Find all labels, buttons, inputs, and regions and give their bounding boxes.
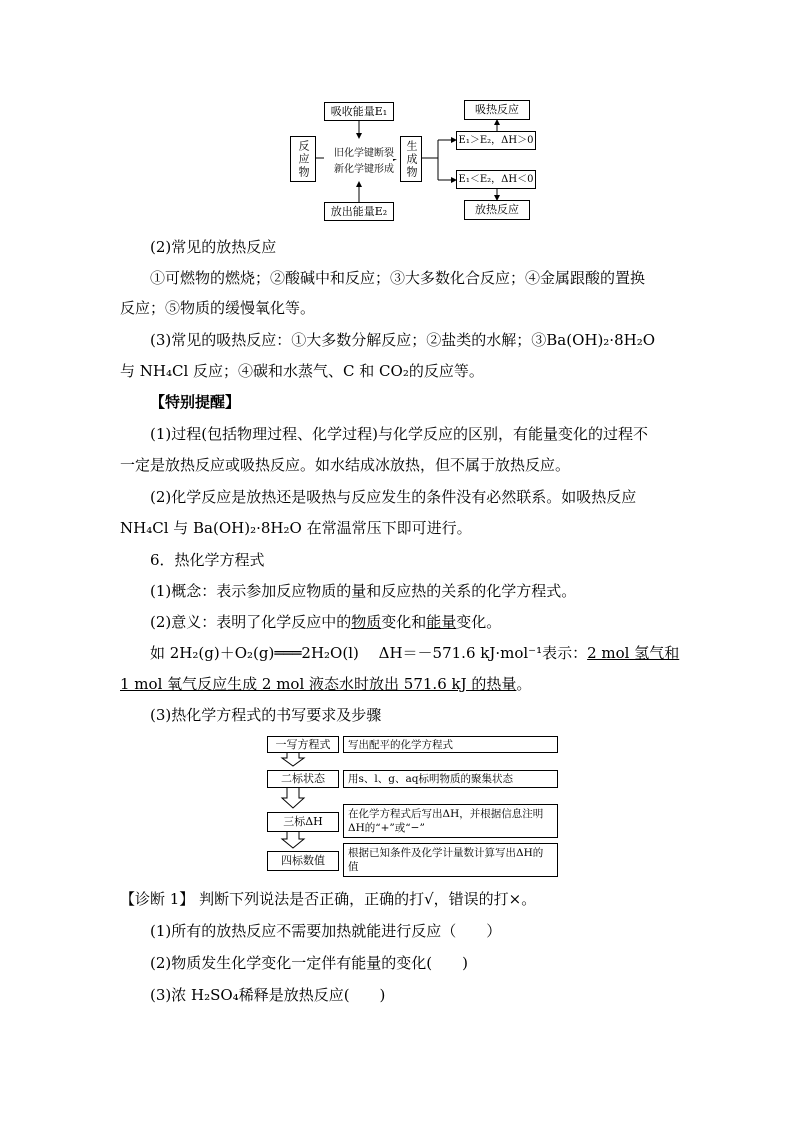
energy-diagram bbox=[288, 96, 548, 226]
diagnosis-title: 【诊断 1】 判断下列说法是否正确，正确的打√，错误的打×。 bbox=[120, 890, 537, 908]
bond-form-label: 新化学键形成 bbox=[334, 164, 394, 175]
bond-break-label: 旧化学键断裂 bbox=[324, 144, 404, 159]
section6-title: 6．热化学方程式 bbox=[150, 551, 265, 569]
equation-line2 bbox=[120, 674, 531, 694]
absorb-energy-box: 吸收能量E₁ bbox=[324, 102, 394, 121]
exo-condition-box: E₁＜E₂，ΔH＜0 bbox=[456, 170, 536, 189]
tip1-line1: (1)过程(包括物理过程、化学过程)与化学反应的区别，有能量变化的过程不 bbox=[150, 425, 648, 443]
diagnosis-q3: (3)浓 H₂SO₄稀释是放热反应( ) bbox=[150, 986, 386, 1004]
flow-step-4-label: 四标数值 bbox=[267, 851, 339, 871]
flow-step-2-label: 二标状态 bbox=[267, 770, 339, 788]
equation-line1 bbox=[150, 643, 679, 663]
meaning-underline-2: 能量 bbox=[426, 613, 457, 631]
section6-3-title: (3)热化学方程式的书写要求及步骤 bbox=[150, 706, 382, 724]
exothermic-box: 放热反应 bbox=[464, 200, 530, 220]
meaning-mid: 变化和 bbox=[381, 613, 427, 631]
section6-meaning bbox=[150, 612, 501, 632]
flow-step-3-desc: 在化学方程式后写出ΔH，并根据信息注明ΔH的“+”或“−” bbox=[343, 804, 558, 838]
tip2-line2: NH₄Cl 与 Ba(OH)₂·8H₂O 在常温常压下即可进行。 bbox=[120, 519, 472, 537]
equation-line2-post: 。 bbox=[516, 675, 532, 693]
endothermic-box: 吸热反应 bbox=[464, 100, 530, 120]
reactant-box: 反应物 bbox=[290, 136, 316, 182]
equation-meaning-underline-1: 2 mol 氢气和 bbox=[587, 644, 680, 662]
product-box: 生成物 bbox=[400, 136, 422, 182]
equation-text: 如 2H₂(g)＋O₂(g)═══2H₂O(l) ΔH＝－571.6 kJ·mol⁻¹表示： bbox=[150, 644, 588, 662]
section6-concept: (1)概念：表示参加反应物质的量和反应热的关系的化学方程式。 bbox=[150, 582, 577, 600]
tip-title: 【特别提醒】 bbox=[150, 393, 241, 411]
flow-step-4-desc: 根据已知条件及化学计量数计算写出ΔH的值 bbox=[343, 843, 558, 877]
s2-title: (2)常见的放热反应 bbox=[150, 238, 277, 256]
tip2-line1: (2)化学反应是放热还是吸热与反应发生的条件没有必然联系。如吸热反应 bbox=[150, 488, 637, 506]
s3-line2: 与 NH₄Cl 反应；④碳和水蒸气、C 和 CO₂的反应等。 bbox=[120, 362, 484, 380]
release-energy-box: 放出能量E₂ bbox=[324, 202, 394, 221]
endo-condition-box: E₁＞E₂，ΔH＞0 bbox=[456, 131, 536, 150]
s2-line2: 反应；⑤物质的缓慢氧化等。 bbox=[120, 299, 316, 317]
meaning-underline-1: 物质 bbox=[351, 613, 382, 631]
equation-meaning-underline-2: 1 mol 氧气反应生成 2 mol 液态水时放出 571.6 kJ 的热量 bbox=[120, 675, 517, 693]
flow-step-1-label: 一写方程式 bbox=[267, 736, 339, 753]
writing-steps-flow bbox=[265, 736, 560, 876]
diagnosis-q1: (1)所有的放热反应不需要加热就能进行反应（ ） bbox=[150, 922, 502, 940]
flow-step-3-label: 三标ΔH bbox=[267, 812, 339, 832]
meaning-post: 变化。 bbox=[456, 613, 502, 631]
meaning-pre: (2)意义：表明了化学反应中的 bbox=[150, 613, 352, 631]
s3-line1: (3)常见的吸热反应：①大多数分解反应；②盐类的水解；③Ba(OH)₂·8H₂O bbox=[150, 331, 656, 349]
s2-line1: ①可燃物的燃烧；②酸碱中和反应；③大多数化合反应；④金属跟酸的置换 bbox=[150, 269, 646, 287]
flow-step-2-desc: 用s、l、g、aq标明物质的聚集状态 bbox=[343, 770, 558, 788]
tip1-line2: 一定是放热反应或吸热反应。如水结成冰放热，但不属于放热反应。 bbox=[120, 456, 571, 474]
diagnosis-q2: (2)物质发生化学变化一定伴有能量的变化( ) bbox=[150, 954, 468, 972]
flow-step-1-desc: 写出配平的化学方程式 bbox=[343, 736, 558, 753]
